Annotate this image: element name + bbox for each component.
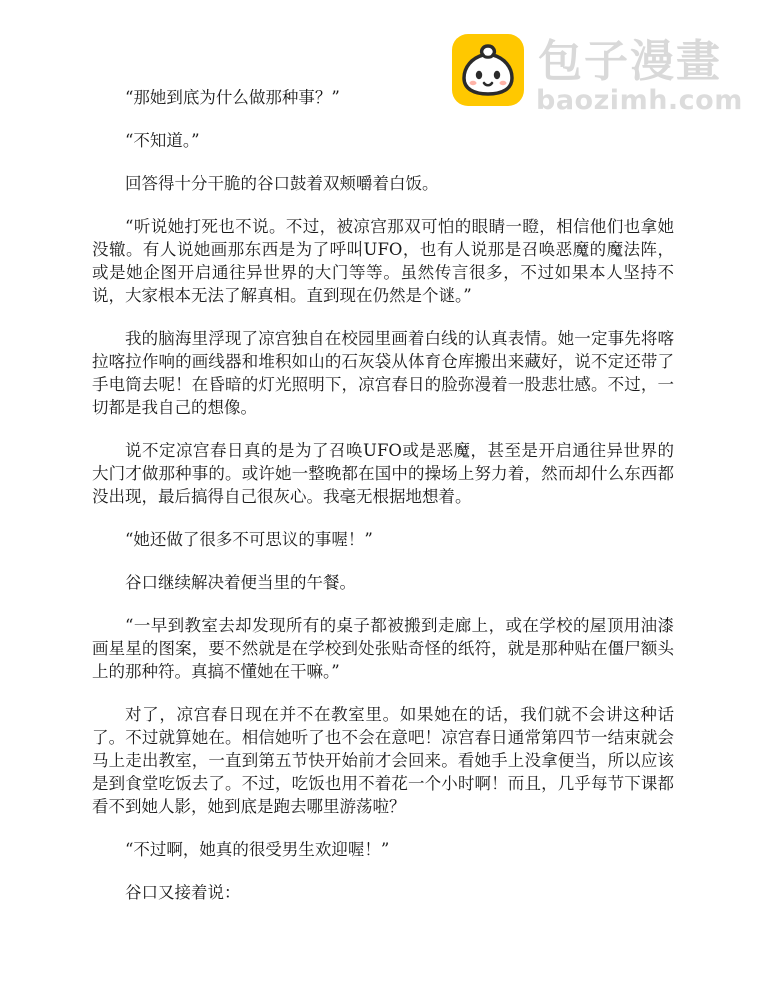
watermark-brand-cn: 包子漫畫 [538, 36, 722, 87]
paragraph: “那她到底为什么做那种事？” [125, 88, 340, 107]
paragraph: 对了，凉宫春日现在并不在教室里。如果她在的话，我们就不会讲这种话了。不过就算她在。相信她听了也不会在意吧！凉宫春日通常第四节一结束就会马上走出教室，一直到第五节快开始前才会回来。看她手上没拿便当，所以应该是到食堂吃饭去了。不过，吃饭也用不着花一个小时啊！而且，几乎每节下课都看不到她人影，她到底是跑去哪里游荡啦？ [92, 705, 674, 816]
novel-text-body [92, 86, 674, 924]
paragraph: “不知道。” [125, 131, 200, 150]
paragraph: 谷口继续解决着便当里的午餐。 [125, 573, 356, 592]
paragraph: 谷口又接着说： [125, 883, 241, 902]
paragraph: “她还做了很多不可思议的事喔！” [125, 530, 373, 549]
paragraph: 回答得十分干脆的谷口鼓着双颊嚼着白饭。 [125, 174, 439, 193]
paragraph: “不过啊，她真的很受男生欢迎喔！” [125, 840, 390, 859]
paragraph: “听说她打死也不说。不过，被凉宫那双可怕的眼睛一瞪，相信他们也拿她没辙。有人说她画那东西是为了呼叫UFO，也有人说那是召唤恶魔的魔法阵，或是她企图开启通往异世界的大门等等。虽然传言很多，不过如果本人坚持不说，大家根本无法了解真相。直到现在仍然是个谜。” [92, 217, 674, 305]
paragraph: 说不定凉宫春日真的是为了召唤UFO或是恶魔，甚至是开启通往异世界的大门才做那种事的。或许她一整晚都在国中的操场上努力着，然而却什么东西都没出现，最后搞得自己很灰心。我毫无根据地想着。 [92, 441, 674, 506]
paragraph: 我的脑海里浮现了凉宫独自在校园里画着白线的认真表情。她一定事先将喀拉喀拉作响的画线器和堆积如山的石灰袋从体育仓库搬出来藏好，说不定还带了手电筒去呢！在昏暗的灯光照明下，凉宫春日的脸弥漫着一股悲壮感。不过，一切都是我自己的想像。 [92, 329, 674, 417]
watermark-brand-en: baozimh.com [536, 85, 743, 116]
paragraph: “一早到教室去却发现所有的桌子都被搬到走廊上，或在学校的屋顶用油漆画星星的图案，要不然就是在学校到处张贴奇怪的纸符，就是那种贴在僵尸额头上的那种符。真搞不懂她在干嘛。” [92, 616, 674, 681]
